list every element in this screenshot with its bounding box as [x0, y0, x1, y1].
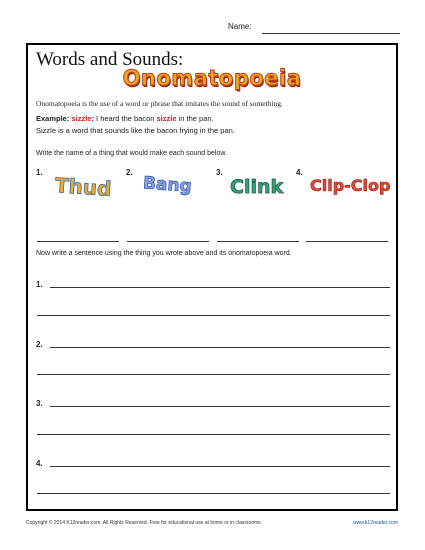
- example-sentence-word: sizzle: [156, 114, 177, 123]
- instruction-sentences: Now write a sentence using the thing you wrote above and its onomatopoeia word.: [36, 250, 292, 257]
- answer-line-3[interactable]: [217, 241, 299, 242]
- sentence-number-1: 1.: [36, 280, 43, 289]
- sound-number-2: 2.: [126, 168, 133, 177]
- sound-number-1: 1.: [36, 168, 43, 177]
- sentence-number-2: 2.: [36, 340, 43, 349]
- example-word: sizzle: [71, 114, 92, 123]
- sentence-line-1a[interactable]: [50, 287, 390, 288]
- worksheet-subtitle: Onomatopoeia: [122, 66, 302, 90]
- example-colon: :: [91, 114, 94, 123]
- sentence-line-3b[interactable]: [37, 434, 390, 435]
- explanation-text: Sizzle is a word that sounds like the bacon frying in the pan.: [36, 126, 235, 135]
- sentence-line-4a[interactable]: [50, 466, 390, 467]
- sound-word-clink: Clink: [230, 176, 284, 198]
- sentence-number-4: 4.: [36, 459, 43, 468]
- sound-word-bang: Bang: [142, 173, 193, 197]
- instruction-names: Write the name of a thing that would make each sound below.: [36, 150, 227, 157]
- example-sentence-before: I heard the bacon: [93, 114, 157, 123]
- sound-word-clip-clop: Clip-Clop: [310, 176, 391, 195]
- sound-number-4: 4.: [296, 168, 303, 177]
- name-line: [262, 33, 400, 34]
- sound-number-3: 3.: [216, 168, 223, 177]
- worksheet-title: Words and Sounds:: [36, 49, 184, 70]
- sentence-line-2b[interactable]: [37, 374, 390, 375]
- sentence-line-3a[interactable]: [50, 406, 390, 407]
- footer-copyright: Copyright © 2014 K12reader.com. All Rights Reserved. Free for educational use at home or in classrooms.: [26, 520, 263, 526]
- sentence-number-3: 3.: [36, 399, 43, 408]
- answer-line-2[interactable]: [127, 241, 209, 242]
- definition-text: Onomatopoeia is the use of a word or phrase that imitates the sound of something.: [36, 99, 283, 108]
- answer-line-4[interactable]: [306, 241, 388, 242]
- example-line: [36, 114, 214, 123]
- sentence-line-2a[interactable]: [50, 347, 390, 348]
- footer-url[interactable]: www.k12reader.com: [352, 520, 398, 526]
- sentence-line-1b[interactable]: [37, 315, 390, 316]
- example-label: Example:: [36, 114, 70, 123]
- answer-line-1[interactable]: [37, 241, 119, 242]
- name-label: Name:: [228, 22, 252, 31]
- sound-word-thud: Thud: [54, 173, 113, 201]
- example-sentence-after: in the pan.: [176, 114, 214, 123]
- sentence-line-4b[interactable]: [37, 493, 390, 494]
